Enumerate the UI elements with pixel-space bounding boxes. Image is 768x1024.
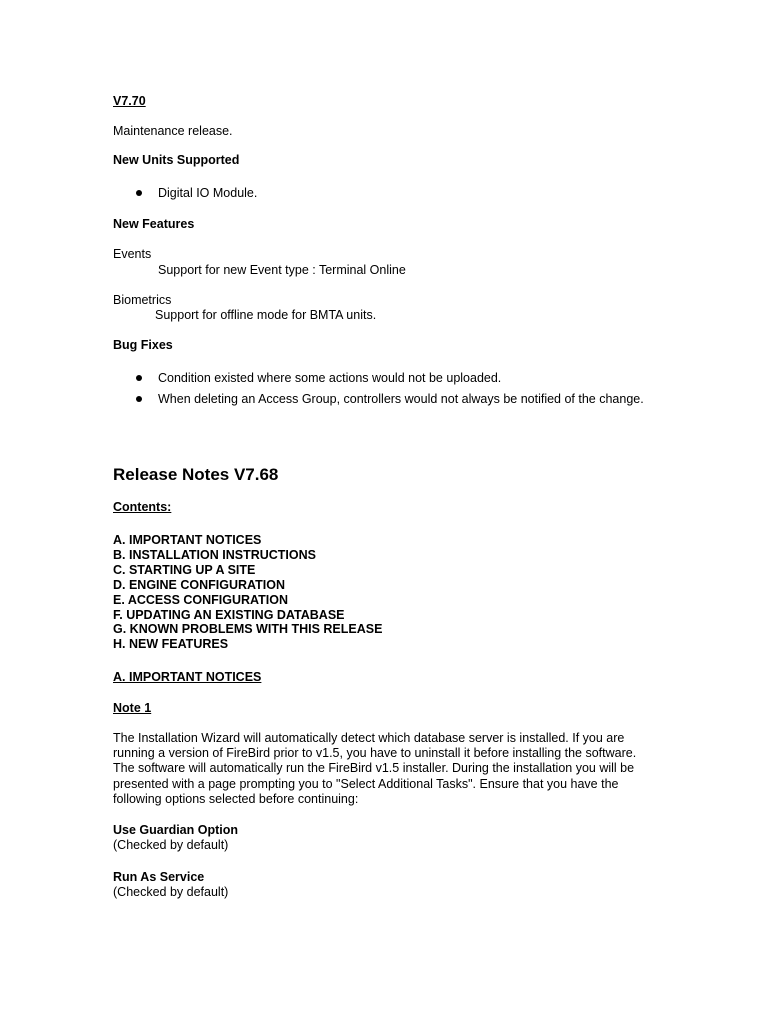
paragraph-line: presented with a page prompting you to "Select Additional Tasks". Ensure that you have the	[113, 776, 619, 791]
release-notes-title: Release Notes V7.68	[113, 465, 279, 484]
contents-item: E. ACCESS CONFIGURATION	[113, 592, 289, 607]
biometrics-label: Biometrics	[113, 293, 172, 307]
events-label: Events	[113, 247, 152, 261]
contents-item: B. INSTALLATION INSTRUCTIONS	[113, 547, 316, 562]
contents-heading: Contents:	[113, 500, 172, 514]
new-units-heading: New Units Supported	[113, 153, 240, 167]
paragraph-line: following options selected before continuing:	[113, 791, 359, 806]
paragraph-line: The Installation Wizard will automatically detect which database server is installed. If you are	[113, 731, 625, 745]
contents-item: F. UPDATING AN EXISTING DATABASE	[113, 607, 345, 622]
list-item-text: Digital IO Module.	[158, 186, 258, 200]
option-label: Run As Service	[113, 870, 205, 884]
contents-item: G. KNOWN PROBLEMS WITH THIS RELEASE	[113, 622, 383, 637]
list-item-text: When deleting an Access Group, controllers would not always be notified of the change.	[158, 392, 644, 406]
contents-item: C. STARTING UP A SITE	[113, 562, 256, 577]
bullet-icon	[136, 190, 142, 196]
contents-item: H. NEW FEATURES	[113, 637, 229, 652]
bullet-icon	[136, 396, 142, 402]
contents-list	[113, 533, 382, 652]
section-a-heading: A. IMPORTANT NOTICES	[113, 670, 262, 684]
biometrics-detail: Support for offline mode for BMTA units.	[155, 308, 377, 322]
note1-heading: Note 1	[113, 701, 152, 715]
bug-fixes-heading: Bug Fixes	[113, 338, 173, 352]
contents-item: A. IMPORTANT NOTICES	[113, 533, 262, 547]
paragraph-line: running a version of FireBird prior to v1.5, you have to uninstall it before installing the software.	[113, 746, 637, 761]
release-intro: Maintenance release.	[113, 124, 233, 138]
bullet-icon	[136, 375, 142, 381]
note1-paragraph	[113, 731, 653, 807]
list-item-text: Condition existed where some actions would not be uploaded.	[158, 371, 502, 385]
new-features-heading: New Features	[113, 217, 195, 231]
option-label: Use Guardian Option	[113, 823, 239, 837]
contents-item: D. ENGINE CONFIGURATION	[113, 577, 285, 592]
option-detail: (Checked by default)	[113, 838, 229, 852]
version-heading-770: V7.70	[113, 94, 146, 108]
option-detail: (Checked by default)	[113, 885, 229, 899]
paragraph-line: The software will automatically run the FireBird v1.5 installer. During the installation you will be	[113, 761, 635, 776]
events-detail: Support for new Event type : Terminal Online	[158, 263, 406, 277]
